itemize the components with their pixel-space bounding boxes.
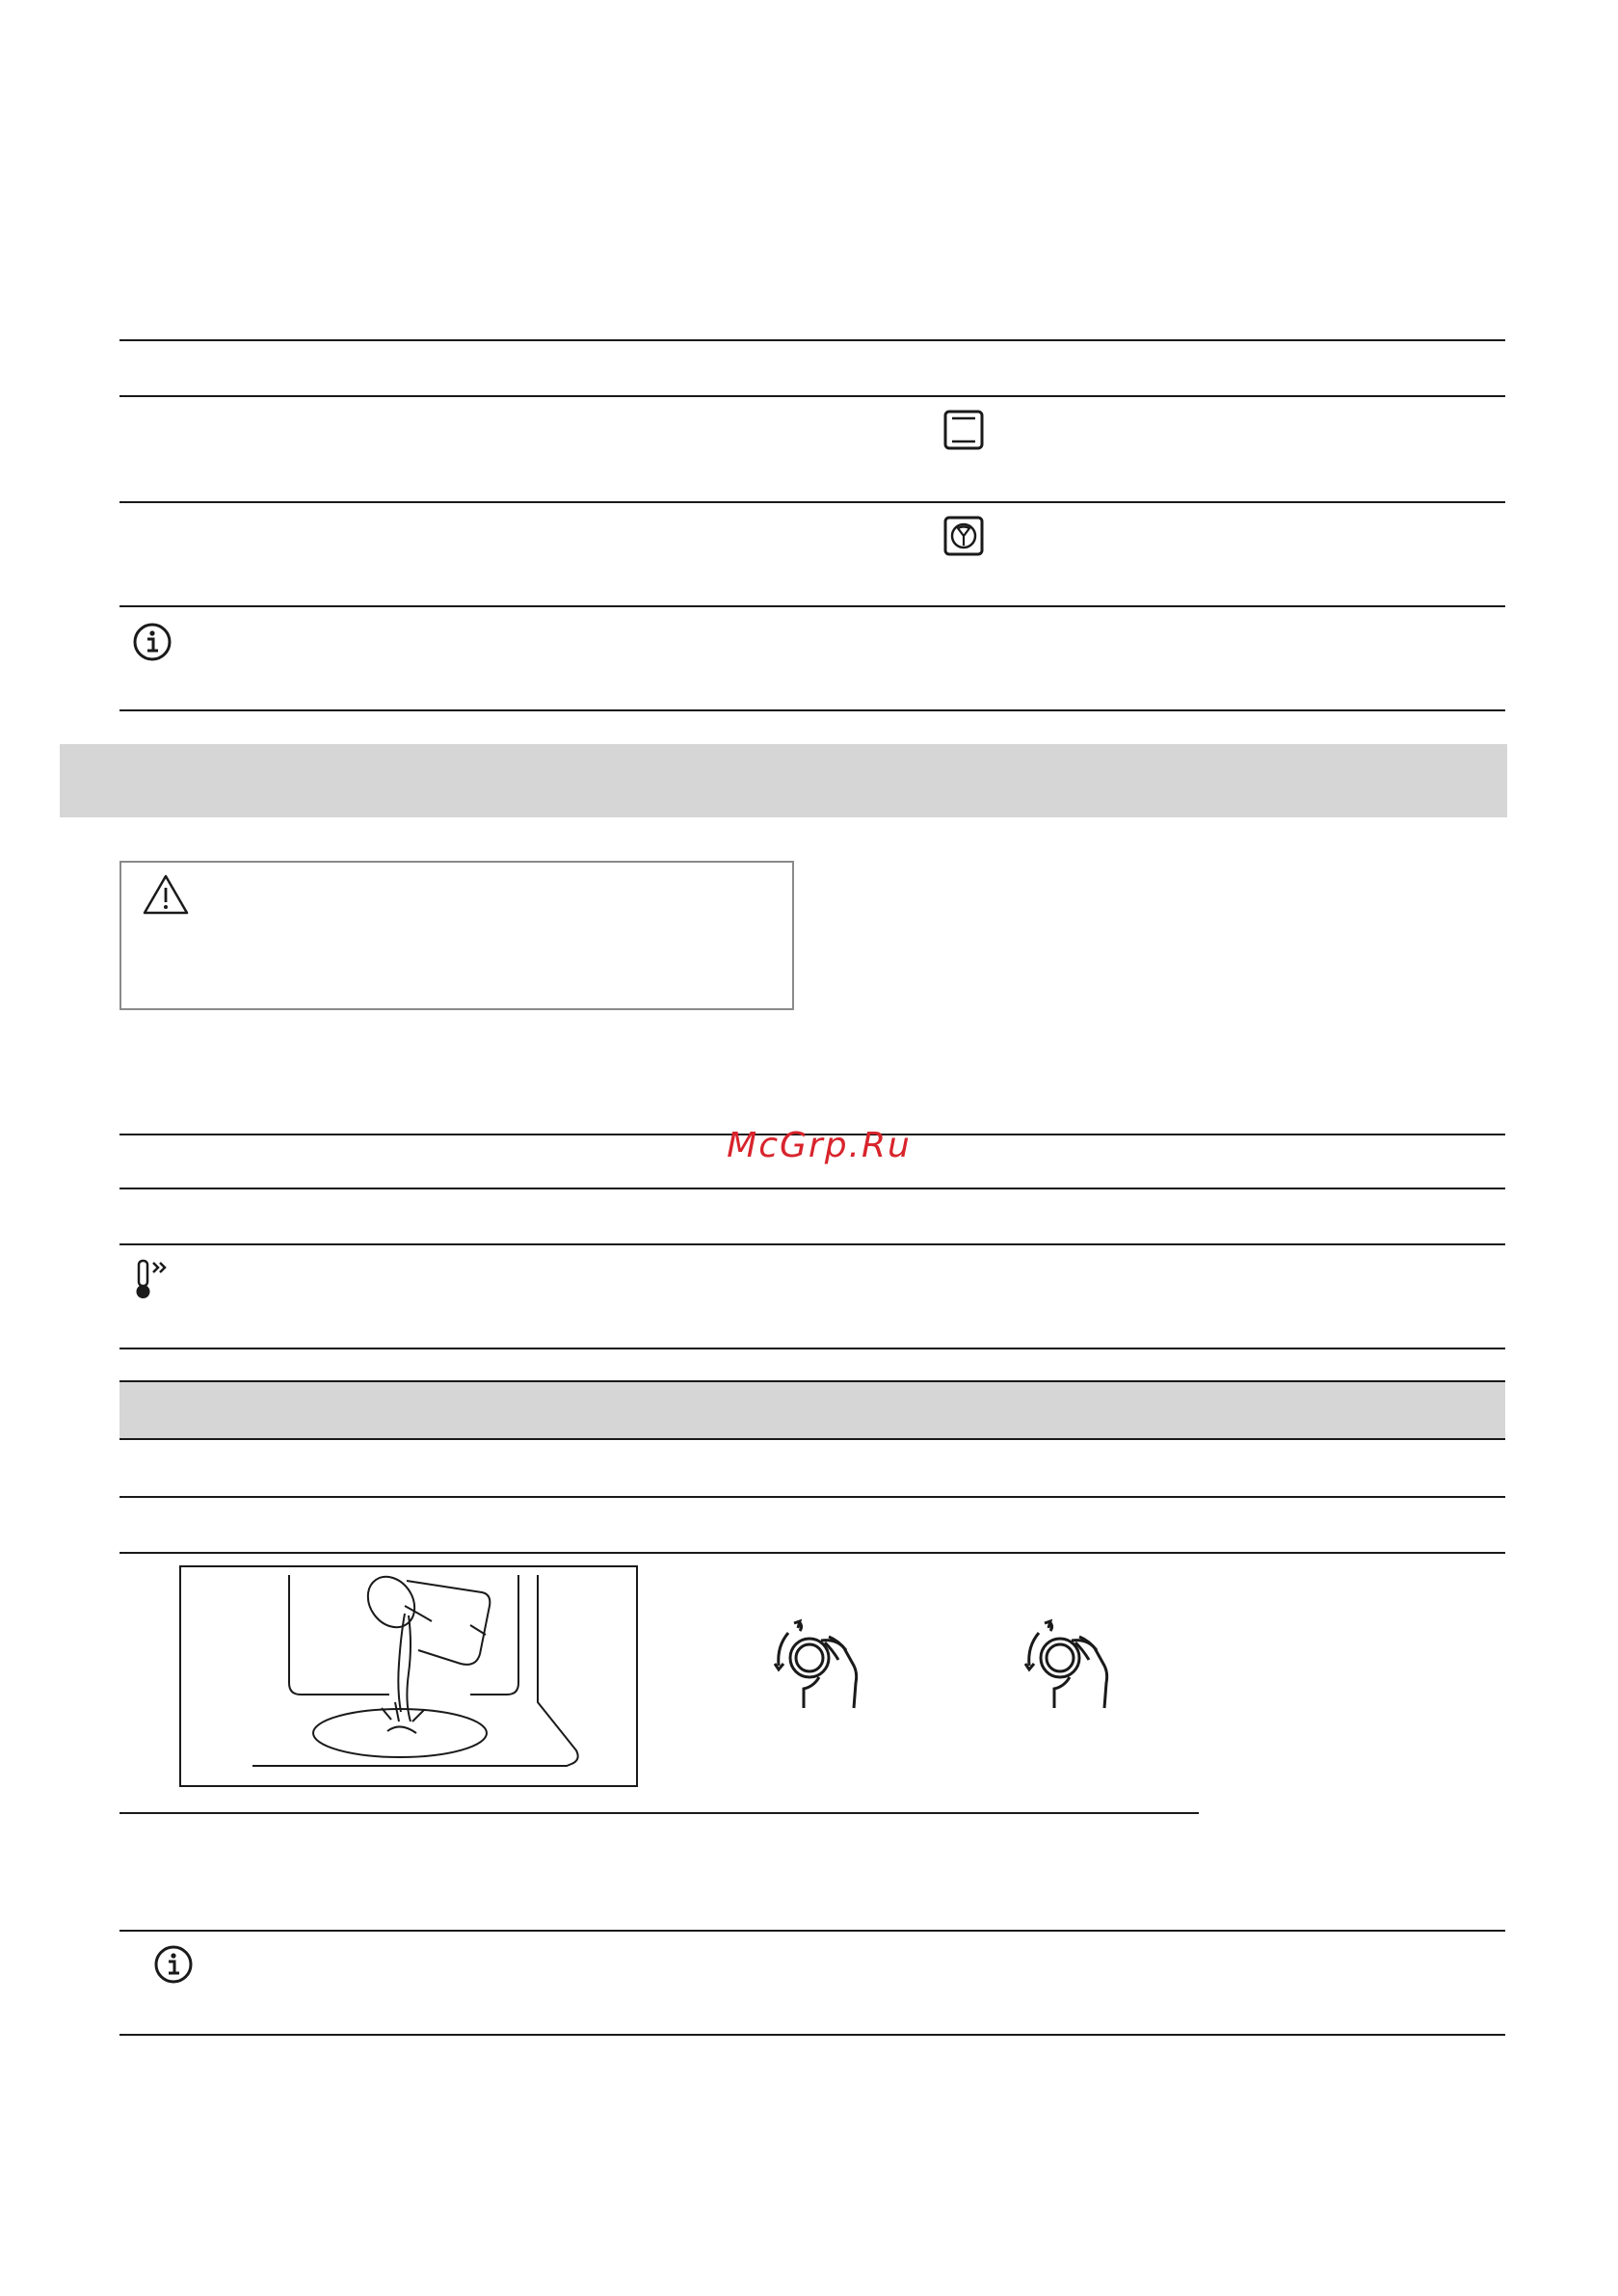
note-top-rule: [119, 1930, 1505, 1932]
warning-triangle-icon: [141, 872, 191, 917]
rotate-knob-icon: [1012, 1612, 1118, 1727]
fast-heat-icon: [129, 1257, 177, 1301]
fan-heating-icon: [942, 515, 985, 557]
pouring-water-illustration: [179, 1565, 638, 1787]
info-icon: [131, 621, 173, 663]
table-row-rule: [119, 605, 1505, 607]
table3-row-rule: [119, 1552, 1505, 1554]
table-top-rule: [119, 339, 1505, 341]
table2-row-rule: [119, 1243, 1505, 1245]
figure-bottom-rule: [119, 1812, 1199, 1814]
table-bottom-rule: [119, 709, 1505, 711]
table-row-rule: [119, 501, 1505, 503]
oven-heating-icon: [942, 409, 985, 451]
table3-row-rule: [119, 1496, 1505, 1498]
warning-box: [119, 861, 794, 1010]
section-heading-band: [60, 744, 1507, 817]
pouring-water-drawing: [181, 1567, 636, 1785]
table-header-rule: [119, 395, 1505, 397]
table2-header-rule: [119, 1188, 1505, 1189]
rotate-knob-icon: [761, 1612, 867, 1727]
table2-row-rule: [119, 1348, 1505, 1349]
note-bottom-rule: [119, 2034, 1505, 2036]
watermark: McGrp.Ru: [727, 1126, 912, 1165]
table3-header-band: [119, 1380, 1505, 1440]
info-icon: [152, 1943, 195, 1986]
